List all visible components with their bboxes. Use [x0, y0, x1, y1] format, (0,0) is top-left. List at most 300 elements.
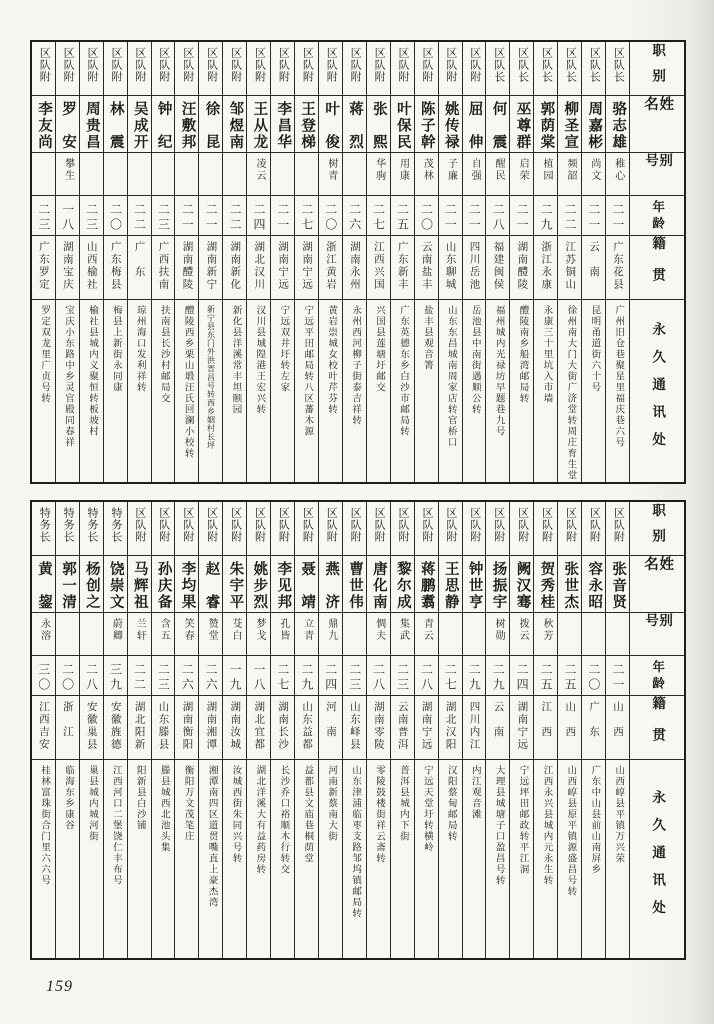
- person-column: [439, 42, 463, 482]
- person-origin: 湖南湘潭: [199, 696, 222, 760]
- person-alias: 含五: [152, 613, 175, 656]
- person-address: 广东英德东乡白沙市邮局转: [397, 305, 408, 437]
- person-origin: 山东益都: [295, 696, 318, 760]
- person-address: 宁远双井圩转左家: [278, 305, 289, 393]
- person-origin: 河 南: [319, 696, 342, 760]
- person-column: [510, 502, 534, 958]
- person-alias: [271, 153, 294, 196]
- person-alias: 华驹: [367, 153, 390, 196]
- person-role: 区队长: [558, 42, 581, 96]
- person-age: 二五: [558, 656, 581, 696]
- person-role: 区队长: [582, 42, 605, 96]
- person-age: 二一: [463, 196, 486, 236]
- person-role: 区队长: [486, 42, 509, 96]
- person-address: 广东中山县前山南屏乡: [589, 765, 600, 875]
- person-age: 二一: [199, 196, 222, 236]
- person-address: 河南新蔡南大街: [326, 765, 337, 842]
- header-name: [630, 556, 684, 613]
- person-origin: 广 东: [128, 236, 151, 300]
- person-column: [175, 42, 199, 482]
- person-alias: 梦戈: [247, 613, 270, 656]
- person-role: 区队附: [582, 502, 605, 556]
- person-origin: 湖北阳新: [128, 696, 151, 760]
- person-column: [486, 502, 510, 958]
- person-name: 钟世亨: [463, 556, 486, 613]
- person-address: 醴陵南乡船湾邮局转: [517, 305, 528, 404]
- person-age: 一八: [247, 656, 270, 696]
- person-age: 二一: [510, 196, 533, 236]
- header-age: [630, 196, 684, 236]
- person-name: 唐化南: [367, 556, 390, 613]
- person-name: 李均果: [175, 556, 198, 613]
- person-origin: 湖北汉川: [247, 236, 270, 300]
- person-alias: 稚心: [606, 153, 629, 196]
- person-origin: 福建闽侯: [486, 236, 509, 300]
- person-age: 二一: [271, 196, 294, 236]
- person-address: 盐丰县观音箐: [421, 305, 432, 371]
- person-age: 二二: [223, 196, 246, 236]
- person-column: [415, 502, 439, 958]
- person-address: 汉川县城隍港王宏兴转: [254, 305, 265, 415]
- person-role: 区队附: [175, 502, 198, 556]
- person-column: [343, 42, 367, 482]
- person-address: 山东东昌城南周家店转官桥口: [445, 305, 456, 448]
- person-alias: 树勋: [486, 613, 509, 656]
- person-role: 区队附: [271, 502, 294, 556]
- person-role: 区队附: [343, 42, 366, 96]
- header-alias-label: 别号: [643, 153, 673, 175]
- person-role: 区队附: [343, 502, 366, 556]
- person-address: 宁远天堂圩转横岭: [421, 765, 432, 853]
- person-name: 曹世伟: [343, 556, 366, 613]
- person-column: [295, 502, 319, 958]
- person-name: 邹煜南: [223, 96, 246, 153]
- person-age: 二六: [175, 656, 198, 696]
- person-alias: [175, 153, 198, 196]
- person-origin: 安徽巢县: [80, 696, 103, 760]
- person-age: 二九: [463, 656, 486, 696]
- person-name: 贺秀桂: [534, 556, 557, 613]
- person-role: 区队附: [463, 42, 486, 96]
- header-age-label: 年龄: [650, 660, 665, 693]
- person-column: [391, 42, 415, 482]
- person-origin: 江苏铜山: [558, 236, 581, 300]
- person-role: 区队附: [152, 502, 175, 556]
- person-address: 大理县城塘子口盈昌号转: [493, 765, 504, 886]
- person-alias: 用康: [391, 153, 414, 196]
- person-alias: [56, 613, 79, 656]
- person-name: 李昌华: [271, 96, 294, 153]
- person-address: 益都县文庙巷桐荫堂: [302, 765, 313, 864]
- person-origin: 湖南宁远: [510, 696, 533, 760]
- person-age: 二九: [486, 656, 509, 696]
- person-role: 特务长: [80, 502, 103, 556]
- person-column: [175, 502, 199, 958]
- person-name: 郭一清: [56, 556, 79, 613]
- person-address: 宁远平田邮局转八区蕃木源: [302, 305, 313, 437]
- person-name: 王思静: [439, 556, 462, 613]
- person-origin: 云南普洱: [391, 696, 414, 760]
- person-origin: 广东梅县: [104, 236, 127, 300]
- person-role: 区队附: [247, 42, 270, 96]
- person-column: [152, 42, 176, 482]
- person-origin: 湖南零陵: [367, 696, 390, 760]
- person-age: 二二: [128, 656, 151, 696]
- person-alias: 启荣: [510, 153, 533, 196]
- person-name: 汪敷邦: [175, 96, 198, 153]
- person-age: 二八: [415, 656, 438, 696]
- person-origin: 山西榆社: [80, 236, 103, 300]
- person-address: 榆社县城内义聚恒转板坡村: [86, 305, 97, 437]
- person-name: 郭荫棠: [534, 96, 557, 153]
- person-address: 阳新县白沙铺: [134, 765, 145, 831]
- person-age: 二三: [343, 656, 366, 696]
- person-age: 二一: [582, 196, 605, 236]
- person-name: 罗 安: [56, 96, 79, 153]
- person-age: 二〇: [415, 196, 438, 236]
- person-origin: 湖南宁远: [295, 236, 318, 300]
- person-role: 区队附: [439, 42, 462, 96]
- person-alias: [343, 613, 366, 656]
- header-column: [630, 42, 684, 482]
- person-age: 二七: [439, 656, 462, 696]
- person-age: 二四: [510, 656, 533, 696]
- person-role: 区队附: [295, 42, 318, 96]
- person-alias: 醒民: [486, 153, 509, 196]
- header-address-label: 永久通讯处: [650, 790, 666, 928]
- person-column: [80, 502, 104, 958]
- person-column: [582, 502, 606, 958]
- person-column: [56, 42, 80, 482]
- person-role: 区队附: [128, 42, 151, 96]
- header-alias: [630, 153, 684, 196]
- person-alias: [32, 153, 55, 196]
- person-role: 区队附: [199, 42, 222, 96]
- person-role: 区队附: [223, 502, 246, 556]
- person-name: 柳圣宣: [558, 96, 581, 153]
- person-alias: [223, 153, 246, 196]
- person-role: 区队长: [606, 42, 629, 96]
- person-role: 特务长: [104, 502, 127, 556]
- person-origin: 云 南: [486, 696, 509, 760]
- person-address: 兴国县莲塘圩邮交: [374, 305, 385, 393]
- person-name: 陈子幹: [415, 96, 438, 153]
- person-address: 衡阳万文茂笔庄: [182, 765, 193, 842]
- person-role: 区队附: [32, 42, 55, 96]
- person-origin: 湖南醴陵: [510, 236, 533, 300]
- person-alias: [343, 153, 366, 196]
- person-role: 区队附: [534, 502, 557, 556]
- person-alias: [439, 613, 462, 656]
- person-alias: 蔚卿: [104, 613, 127, 656]
- person-column: [367, 42, 391, 482]
- person-name: 马辉祖: [128, 556, 151, 613]
- person-alias: 攀生: [56, 153, 79, 196]
- person-name: 张世杰: [558, 556, 581, 613]
- person-origin: 广东花县: [606, 236, 629, 300]
- person-column: [343, 502, 367, 958]
- person-role: 区队附: [367, 502, 390, 556]
- person-address: 山西崞县平镇万兴荣: [613, 765, 624, 864]
- person-address: 山东津浦临枣支路邹坞镇邮局转: [350, 765, 361, 919]
- person-age: 三〇: [32, 656, 55, 696]
- person-column: [534, 502, 558, 958]
- person-age: 二四: [319, 656, 342, 696]
- person-origin: 江西兴国: [367, 236, 390, 300]
- person-column: [295, 42, 319, 482]
- person-address: 桂林富珠街合门里六六号: [39, 765, 50, 886]
- person-role: 区队附: [128, 502, 151, 556]
- person-name: 张 熙: [367, 96, 390, 153]
- person-column: [271, 502, 295, 958]
- person-alias: 茂林: [415, 153, 438, 196]
- person-column: [199, 42, 223, 482]
- person-alias: 赞堂: [199, 613, 222, 656]
- person-column: [223, 502, 247, 958]
- person-origin: 湖南衡阳: [175, 696, 198, 760]
- person-age: 二九: [295, 656, 318, 696]
- person-age: 二一: [606, 656, 629, 696]
- person-address: 巢县城内城河街: [86, 765, 97, 842]
- person-column: [439, 502, 463, 958]
- person-alias: 鼎九: [319, 613, 342, 656]
- person-name: 阙汉骞: [510, 556, 533, 613]
- person-address: 宁远坪田邮政转平江洞: [517, 765, 528, 875]
- person-column: [152, 502, 176, 958]
- person-column: [558, 502, 582, 958]
- person-alias: [558, 613, 581, 656]
- person-column: [606, 502, 630, 958]
- person-name: 李友尚: [32, 96, 55, 153]
- person-origin: 湖南宁远: [415, 696, 438, 760]
- person-column: [367, 502, 391, 958]
- person-role: 区队长: [534, 42, 557, 96]
- person-age: 二二: [558, 196, 581, 236]
- person-address: 山西崞县原平镇源盛昌号转: [565, 765, 576, 897]
- person-age: 二八: [80, 656, 103, 696]
- person-address: 琼州海口发利祥转: [134, 305, 145, 393]
- person-role: 区队附: [510, 502, 533, 556]
- person-name: 杨创之: [80, 556, 103, 613]
- person-column: [391, 502, 415, 958]
- person-role: 区队附: [391, 502, 414, 556]
- header-column: [630, 502, 684, 958]
- person-role: 区队附: [80, 42, 103, 96]
- person-role: 区队附: [199, 502, 222, 556]
- person-column: [415, 42, 439, 482]
- person-role: 区队附: [606, 502, 629, 556]
- person-role: 区队附: [415, 42, 438, 96]
- person-address: 滕县城西北池头集: [158, 765, 169, 853]
- person-origin: 湖南新宁: [199, 236, 222, 300]
- person-age: 二〇: [582, 656, 605, 696]
- person-age: 二八: [367, 656, 390, 696]
- person-age: 二〇: [104, 196, 127, 236]
- person-address: 临海东乡康谷: [63, 765, 74, 831]
- person-alias: [199, 153, 222, 196]
- person-name: 姚传禄: [439, 96, 462, 153]
- person-origin: 山东峄县: [343, 696, 366, 760]
- person-column: [56, 502, 80, 958]
- person-alias: [128, 153, 151, 196]
- person-age: 二五: [391, 196, 414, 236]
- person-column: [199, 502, 223, 958]
- person-column: [558, 42, 582, 482]
- person-alias: [463, 613, 486, 656]
- person-role: 区队附: [319, 42, 342, 96]
- person-address: 永康三十里坑入市墙: [541, 305, 552, 404]
- header-role-label: 职别: [650, 43, 666, 94]
- person-column: [271, 42, 295, 482]
- person-alias: [295, 153, 318, 196]
- person-name: 何 震: [486, 96, 509, 153]
- person-age: 二〇: [56, 656, 79, 696]
- person-column: [104, 502, 128, 958]
- person-role: 特务长: [56, 502, 79, 556]
- person-name: 朱宇平: [223, 556, 246, 613]
- person-age: 一九: [223, 656, 246, 696]
- header-alias: [630, 613, 684, 656]
- person-name: 饶崇文: [104, 556, 127, 613]
- person-alias: 尚文: [582, 153, 605, 196]
- person-alias: 秋芳: [534, 613, 557, 656]
- person-address: 湘潭南四区道贯嘴直上豪杰湾: [206, 765, 217, 908]
- person-role: 区队长: [510, 42, 533, 96]
- person-age: 二七: [367, 196, 390, 236]
- person-age: 二八: [486, 196, 509, 236]
- person-name: 扬振宇: [486, 556, 509, 613]
- person-column: [247, 42, 271, 482]
- person-address: 徐州南大门大街广济堂转周庄育生堂: [565, 305, 576, 481]
- person-alias: 兰轩: [128, 613, 151, 656]
- person-name: 赵 睿: [199, 556, 222, 613]
- person-column: [128, 42, 152, 482]
- person-age: 二四: [247, 196, 270, 236]
- person-alias: 自强: [463, 153, 486, 196]
- person-role: 区队附: [415, 502, 438, 556]
- person-alias: [152, 153, 175, 196]
- person-origin: 山 西: [558, 696, 581, 760]
- person-origin: 湖南宝庆: [56, 236, 79, 300]
- person-role: 区队附: [56, 42, 79, 96]
- person-age: 二一: [439, 196, 462, 236]
- person-origin: 广东罗定: [32, 236, 55, 300]
- person-name: 张音贤: [606, 556, 629, 613]
- header-age-label: 年龄: [650, 200, 665, 233]
- person-origin: 湖北宜都: [247, 696, 270, 760]
- header-name-label: 姓名: [642, 556, 674, 587]
- person-name: 周嘉彬: [582, 96, 605, 153]
- person-column: [463, 42, 487, 482]
- person-address: 普洱县城内下街: [397, 765, 408, 842]
- header-role: [630, 42, 684, 96]
- page-number: 159: [46, 978, 73, 995]
- person-role: 区队附: [319, 502, 342, 556]
- person-alias: 凌云: [247, 153, 270, 196]
- person-address: 宝庆小东路中乡灵官殿同春祥: [63, 305, 74, 448]
- person-origin: 浙江永康: [534, 236, 557, 300]
- person-age: 二二: [128, 196, 151, 236]
- person-alias: 植园: [534, 153, 557, 196]
- person-address: 内江观音滩: [469, 765, 480, 820]
- person-name: 屈 伸: [463, 96, 486, 153]
- person-address: 新化县洋溪常丰坦颐园: [230, 305, 241, 415]
- person-name: 叶 俊: [319, 96, 342, 153]
- person-column: [582, 42, 606, 482]
- person-origin: 四川岳池: [463, 236, 486, 300]
- person-name: 周贵昌: [80, 96, 103, 153]
- person-role: 区队附: [463, 502, 486, 556]
- person-column: [80, 42, 104, 482]
- person-origin: 广西扶南: [152, 236, 175, 300]
- person-role: 区队附: [439, 502, 462, 556]
- person-column: [534, 42, 558, 482]
- person-column: [486, 42, 510, 482]
- person-origin: 湖南汝城: [223, 696, 246, 760]
- person-age: 二九: [534, 196, 557, 236]
- person-alias: 芟白: [223, 613, 246, 656]
- roster-table-bottom: [30, 500, 686, 960]
- person-column: [128, 502, 152, 958]
- header-role: [630, 502, 684, 556]
- person-age: 二〇: [319, 196, 342, 236]
- person-alias: 子廉: [439, 153, 462, 196]
- person-name: 叶保民: [391, 96, 414, 153]
- person-name: 王登梯: [295, 96, 318, 153]
- person-address: 江西河口二堡饶仁丰布号: [110, 765, 121, 886]
- person-column: [32, 42, 56, 482]
- person-address: 黄岩崇城女校叶芹芬转: [326, 305, 337, 415]
- person-age: 二七: [271, 656, 294, 696]
- person-role: 区队附: [247, 502, 270, 556]
- header-address: [630, 300, 684, 482]
- person-name: 蒋鹏翥: [415, 556, 438, 613]
- person-role: 区队附: [223, 42, 246, 96]
- person-age: 三九: [104, 656, 127, 696]
- person-role: 区队附: [152, 42, 175, 96]
- person-name: 孙庆备: [152, 556, 175, 613]
- person-origin: 江西吉安: [32, 696, 55, 760]
- person-age: 二一: [175, 196, 198, 236]
- person-origin: 云 南: [582, 236, 605, 300]
- person-age: 二七: [295, 196, 318, 236]
- person-age: 二三: [152, 656, 175, 696]
- roster-table-top: [30, 40, 686, 484]
- person-origin: 湖南宁远: [271, 236, 294, 300]
- person-alias: [80, 613, 103, 656]
- person-alias: 频韶: [558, 153, 581, 196]
- person-origin: 广东新丰: [391, 236, 414, 300]
- person-column: [319, 42, 343, 482]
- person-alias: 树青: [319, 153, 342, 196]
- person-role: 区队附: [271, 42, 294, 96]
- person-origin: 湖南长沙: [271, 696, 294, 760]
- person-address: 汝城西街朱同兴号转: [230, 765, 241, 864]
- person-origin: 湖南新化: [223, 236, 246, 300]
- header-origin-label: 籍贯: [650, 236, 666, 299]
- person-age: 二三: [391, 656, 414, 696]
- person-address: 永州西河柳子街泰吉祥转: [350, 305, 361, 426]
- person-address: 罗定双龙里广贞号转: [39, 305, 50, 404]
- person-address: 长沙乔口裕顺木行转交: [278, 765, 289, 875]
- person-address: 湖北洋溪大有益药房转: [254, 765, 265, 875]
- person-name: 骆志雄: [606, 96, 629, 153]
- person-origin: 浙江黄岩: [319, 236, 342, 300]
- person-name: 黄 鋆: [32, 556, 55, 613]
- header-address-label: 永久通讯处: [650, 322, 666, 460]
- person-name: 蒋 烈: [343, 96, 366, 153]
- person-role: 区队附: [391, 42, 414, 96]
